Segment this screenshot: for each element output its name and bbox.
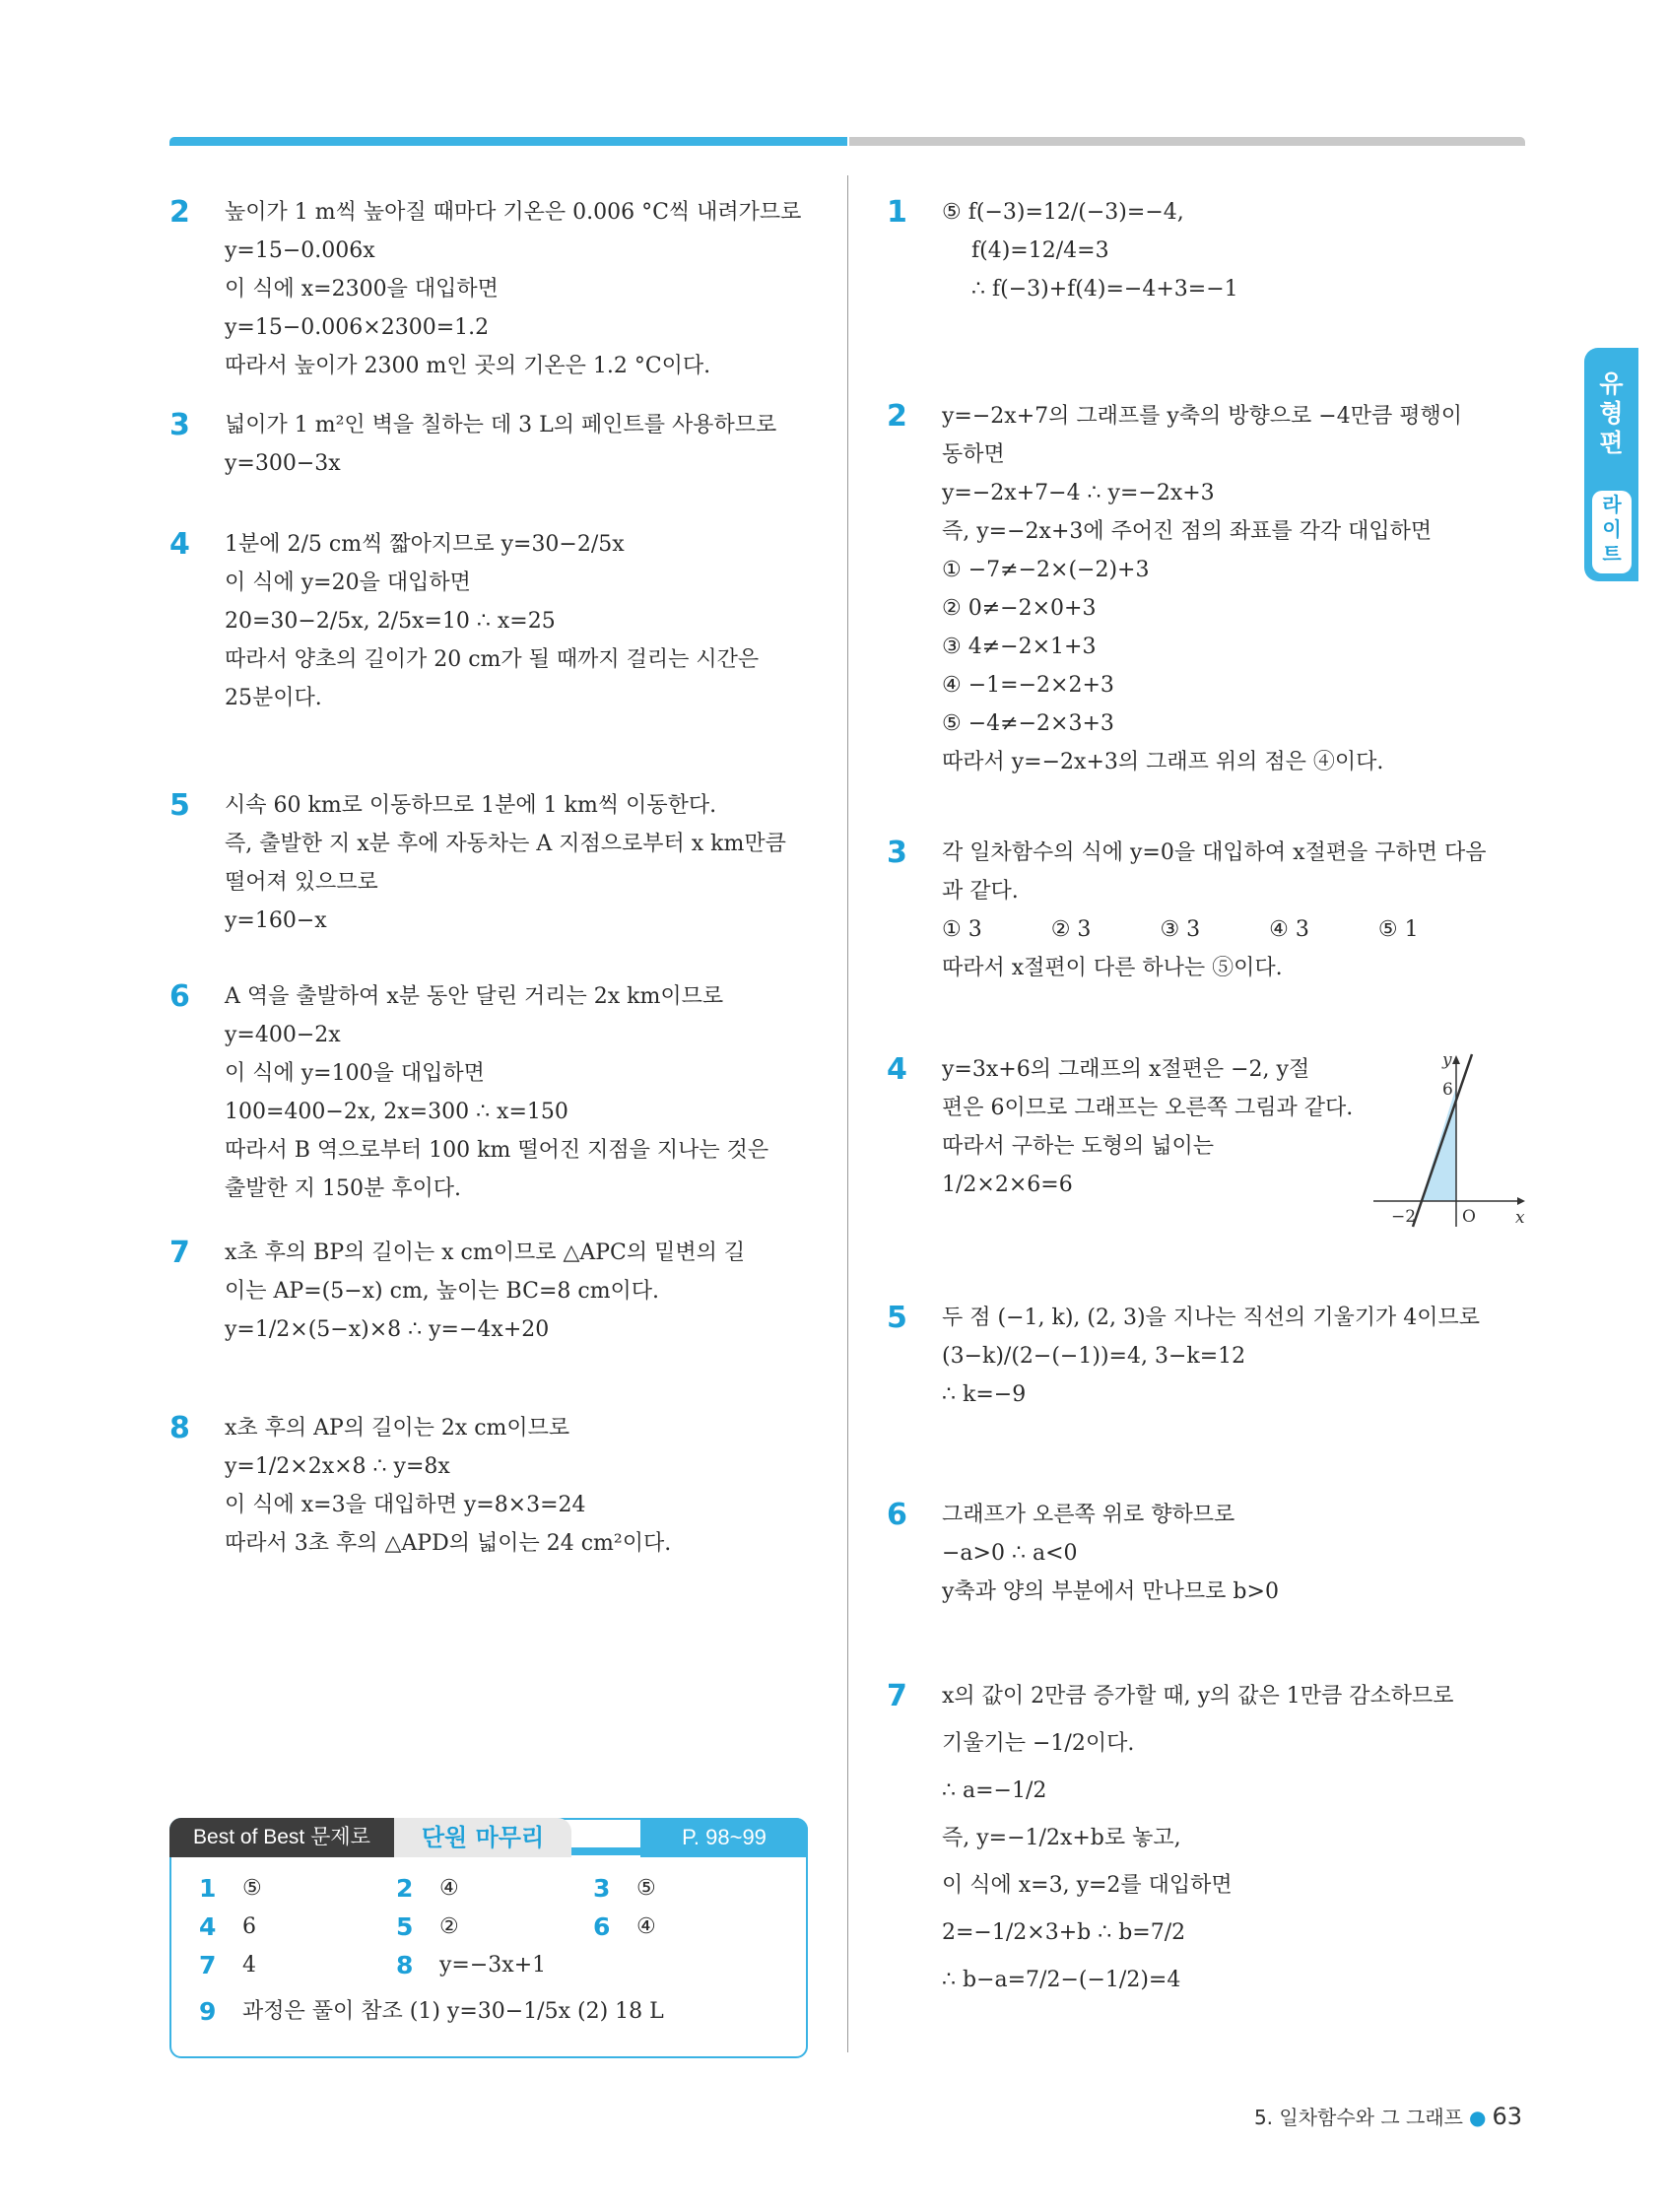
solution-line: x초 후의 BP의 길이는 x cm이므로 △APC의 밑변의 길 [225, 1240, 746, 1265]
solution-line: ③ 4≠−2×1+3 [942, 635, 1097, 659]
solution-line: ∴ k=−9 [942, 1382, 1027, 1407]
answer-item: 3 ⑤ [593, 1874, 656, 1903]
page-footer [1254, 2102, 1522, 2130]
solution-line: 출발한 지 150분 후이다. [225, 1176, 461, 1201]
answer-item: 5 ② [396, 1912, 459, 1941]
top-accent-bar [169, 137, 847, 146]
problem-number: 1 [887, 195, 907, 230]
option-item: ② 3 [1050, 917, 1092, 942]
shaded-triangle [1421, 1087, 1456, 1201]
unit-review-label: 단원 마무리 [394, 1818, 571, 1857]
solution-line: 1/2×2×6=6 [942, 1173, 1073, 1197]
solution-line: 따라서 3초 후의 △APD의 넓이는 24 cm²이다. [225, 1531, 672, 1556]
solution-line: 이 식에 x=3, y=2를 대입하면 [942, 1873, 1233, 1898]
problem-number: 3 [169, 408, 190, 442]
problem-7-solution-right [887, 1673, 1527, 2004]
section-side-tab [1584, 348, 1638, 581]
problem-number: 7 [887, 1679, 907, 1713]
solution-line: 떨어져 있으므로 [225, 870, 378, 895]
problem-2-solution-right [887, 397, 1527, 834]
top-gray-bar [849, 137, 1525, 146]
solution-line: 1분에 2/5 cm씩 짧아지므로 y=30−2/5x [225, 532, 625, 557]
problem-6-solution [169, 977, 820, 1234]
problem-5-solution [169, 786, 820, 977]
answer-grid [199, 1869, 790, 2031]
solution-line: y=400−2x [225, 1023, 341, 1047]
solution-line: 2=−1/2×3+b ∴ b=7/2 [942, 1920, 1186, 1945]
answer-item: 8 y=−3x+1 [396, 1951, 547, 1979]
problem-8-solution [169, 1409, 820, 1563]
problem-3-solution [169, 406, 820, 525]
origin-label: O [1462, 1207, 1476, 1227]
problem-3-solution-right [887, 834, 1527, 1050]
solution-line: 즉, y=−2x+3에 주어진 점의 좌표를 각각 대입하면 [942, 519, 1433, 544]
solution-line: 이 식에 x=2300을 대입하면 [225, 277, 499, 302]
solution-line: y=−2x+7−4 ∴ y=−2x+3 [942, 481, 1215, 505]
option-item: ④ 3 [1269, 917, 1309, 942]
best-of-best-label: Best of Best 문제로 [169, 1818, 394, 1857]
problem-number: 3 [887, 836, 907, 870]
solution-line: 이 식에 x=3을 대입하면 y=8×3=24 [225, 1493, 586, 1517]
solution-line: 과 같다. [942, 879, 1019, 904]
part-label: 유 형 편 [1599, 369, 1624, 457]
solution-line: 따라서 구하는 도형의 넓이는 [942, 1134, 1215, 1159]
problem-number: 6 [887, 1498, 907, 1532]
solution-line: ④ −1=−2×2+3 [942, 673, 1114, 698]
x-intercept-label: −2 [1391, 1207, 1417, 1227]
solution-line: 동하면 [942, 442, 1005, 467]
solution-line: 각 일차함수의 식에 y=0을 대입하여 x절편을 구하면 다음 [942, 840, 1487, 865]
solution-line: 기울기는 −1/2이다. [942, 1731, 1135, 1756]
solution-line: 따라서 x절편이 다른 하나는 ⑤이다. [942, 956, 1283, 980]
solution-line: 따라서 y=−2x+3의 그래프 위의 점은 ④이다. [942, 750, 1384, 774]
problem-number: 2 [169, 195, 190, 230]
solution-line: ∴ a=−1/2 [942, 1778, 1047, 1803]
solution-line: 편은 6이므로 그래프는 오른쪽 그림과 같다. [942, 1096, 1354, 1120]
answer-item: 9 과정은 풀이 참조 (1) y=30−1/5x (2) 18 L [199, 1997, 664, 2026]
level-label: 라 이 트 [1592, 491, 1632, 573]
answer-item: 2 ④ [396, 1874, 459, 1903]
header-connector [571, 1847, 642, 1855]
answer-item: 4 6 [199, 1912, 256, 1941]
solution-line: 즉, 출발한 지 x분 후에 자동차는 A 지점으로부터 x km만큼 [225, 832, 786, 856]
solution-line: x의 값이 2만큼 증가할 때, y의 값은 1만큼 감소하므로 [942, 1684, 1454, 1709]
y-intercept-label: 6 [1442, 1080, 1453, 1100]
linear-function-graph [1371, 1049, 1529, 1232]
solution-line: 25분이다. [225, 686, 322, 710]
problem-number: 6 [169, 979, 190, 1014]
answer-item: 1 ⑤ [199, 1874, 262, 1903]
left-column [169, 193, 820, 1563]
answer-item: 7 4 [199, 1951, 256, 1979]
solution-line: y=15−0.006x [225, 238, 375, 263]
solution-line: 즉, y=−1/2x+b로 놓고, [942, 1826, 1181, 1850]
answer-box-header [169, 1818, 808, 1859]
solution-line: y=300−3x [225, 451, 341, 476]
solution-line: ∴ b−a=7/2−(−1/2)=4 [942, 1968, 1181, 1992]
solution-line: ⑤ −4≠−2×3+3 [942, 711, 1114, 736]
problem-number: 4 [169, 527, 190, 562]
column-divider [847, 175, 848, 2052]
solution-line: y=1/2×2x×8 ∴ y=8x [225, 1454, 450, 1479]
solution-line: ① −7≠−2×(−2)+3 [942, 558, 1150, 582]
solution-line: 이는 AP=(5−x) cm, 높이는 BC=8 cm이다. [225, 1279, 660, 1304]
page-number: 63 [1492, 2103, 1522, 2130]
solution-line: 넓이가 1 m²인 벽을 칠하는 데 3 L의 페인트를 사용하므로 [225, 413, 777, 437]
solution-line: 따라서 양초의 길이가 20 cm가 될 때까지 걸리는 시간은 [225, 647, 760, 672]
solution-line: 20=30−2/5x, 2/5x=10 ∴ x=25 [225, 609, 556, 634]
x-axis-arrow [1517, 1197, 1525, 1205]
solution-line: y=3x+6의 그래프의 x절편은 −2, y절 [942, 1057, 1310, 1082]
problem-5-solution-right [887, 1299, 1527, 1496]
y-axis-label: y [1442, 1050, 1452, 1070]
chapter-title: 5. 일차함수와 그 그래프 [1253, 2106, 1463, 2129]
solution-line: 이 식에 y=20을 대입하면 [225, 570, 471, 595]
bullet-icon: ● [1469, 2106, 1487, 2129]
solution-line: ⑤ f(−3)=12/(−3)=−4, [942, 200, 1184, 225]
problem-number: 2 [887, 399, 907, 434]
problem-7-solution [169, 1234, 820, 1409]
option-item: ⑤ 1 [1377, 917, 1419, 942]
solution-line: 이 식에 y=100을 대입하면 [225, 1061, 485, 1086]
solution-line: y=−2x+7의 그래프를 y축의 방향으로 −4만큼 평행이 [942, 404, 1462, 429]
solution-line: 두 점 (−1, k), (2, 3)을 지나는 직선의 기울기가 4이므로 [942, 1306, 1481, 1330]
solution-line: x초 후의 AP의 길이는 2x cm이므로 [225, 1416, 570, 1441]
x-intercept-options [942, 910, 1527, 949]
solution-line: 따라서 B 역으로부터 100 km 떨어진 지점을 지나는 것은 [225, 1138, 769, 1163]
solution-line: −a>0 ∴ a<0 [942, 1541, 1078, 1566]
solution-line: 따라서 높이가 2300 m인 곳의 기온은 1.2 °C이다. [225, 354, 711, 378]
solution-line: ∴ f(−3)+f(4)=−4+3=−1 [971, 277, 1238, 302]
solution-line: 시속 60 km로 이동하므로 1분에 1 km씩 이동한다. [225, 793, 717, 818]
solution-line: y=160−x [225, 908, 327, 933]
solution-line: (3−k)/(2−(−1))=4, 3−k=12 [942, 1344, 1246, 1369]
answer-item: 6 ④ [593, 1912, 656, 1941]
page-range-label: P. 98~99 [640, 1818, 808, 1857]
option-item: ③ 3 [1160, 917, 1201, 942]
solution-line: y축과 양의 부분에서 만나므로 b>0 [942, 1579, 1279, 1604]
problem-1-solution [887, 193, 1527, 397]
solution-line: A 역을 출발하여 x분 동안 달린 거리는 2x km이므로 [225, 984, 724, 1009]
x-axis-label: x [1515, 1208, 1525, 1228]
problem-6-solution-right [887, 1496, 1527, 1673]
y-axis-arrow [1452, 1055, 1460, 1064]
problem-number: 8 [169, 1411, 190, 1445]
problem-4-solution [169, 525, 820, 786]
solution-line: y=15−0.006×2300=1.2 [225, 315, 490, 340]
problem-2-solution [169, 193, 820, 406]
problem-number: 7 [169, 1236, 190, 1270]
solution-line: f(4)=12/4=3 [971, 238, 1109, 263]
solution-line: 높이가 1 m씩 높아질 때마다 기온은 0.006 °C씩 내려가므로 [225, 200, 802, 225]
solution-line: ② 0≠−2×0+3 [942, 596, 1097, 621]
problem-number: 5 [169, 788, 190, 823]
problem-number: 4 [887, 1052, 907, 1087]
unit-review-answer-box [169, 1818, 808, 2058]
solution-line: y=1/2×(5−x)×8 ∴ y=−4x+20 [225, 1317, 550, 1342]
solution-line: 그래프가 오른쪽 위로 향하므로 [942, 1503, 1235, 1527]
solution-line: 100=400−2x, 2x=300 ∴ x=150 [225, 1100, 568, 1124]
problem-number: 5 [887, 1301, 907, 1335]
option-item: ① 3 [942, 917, 982, 942]
